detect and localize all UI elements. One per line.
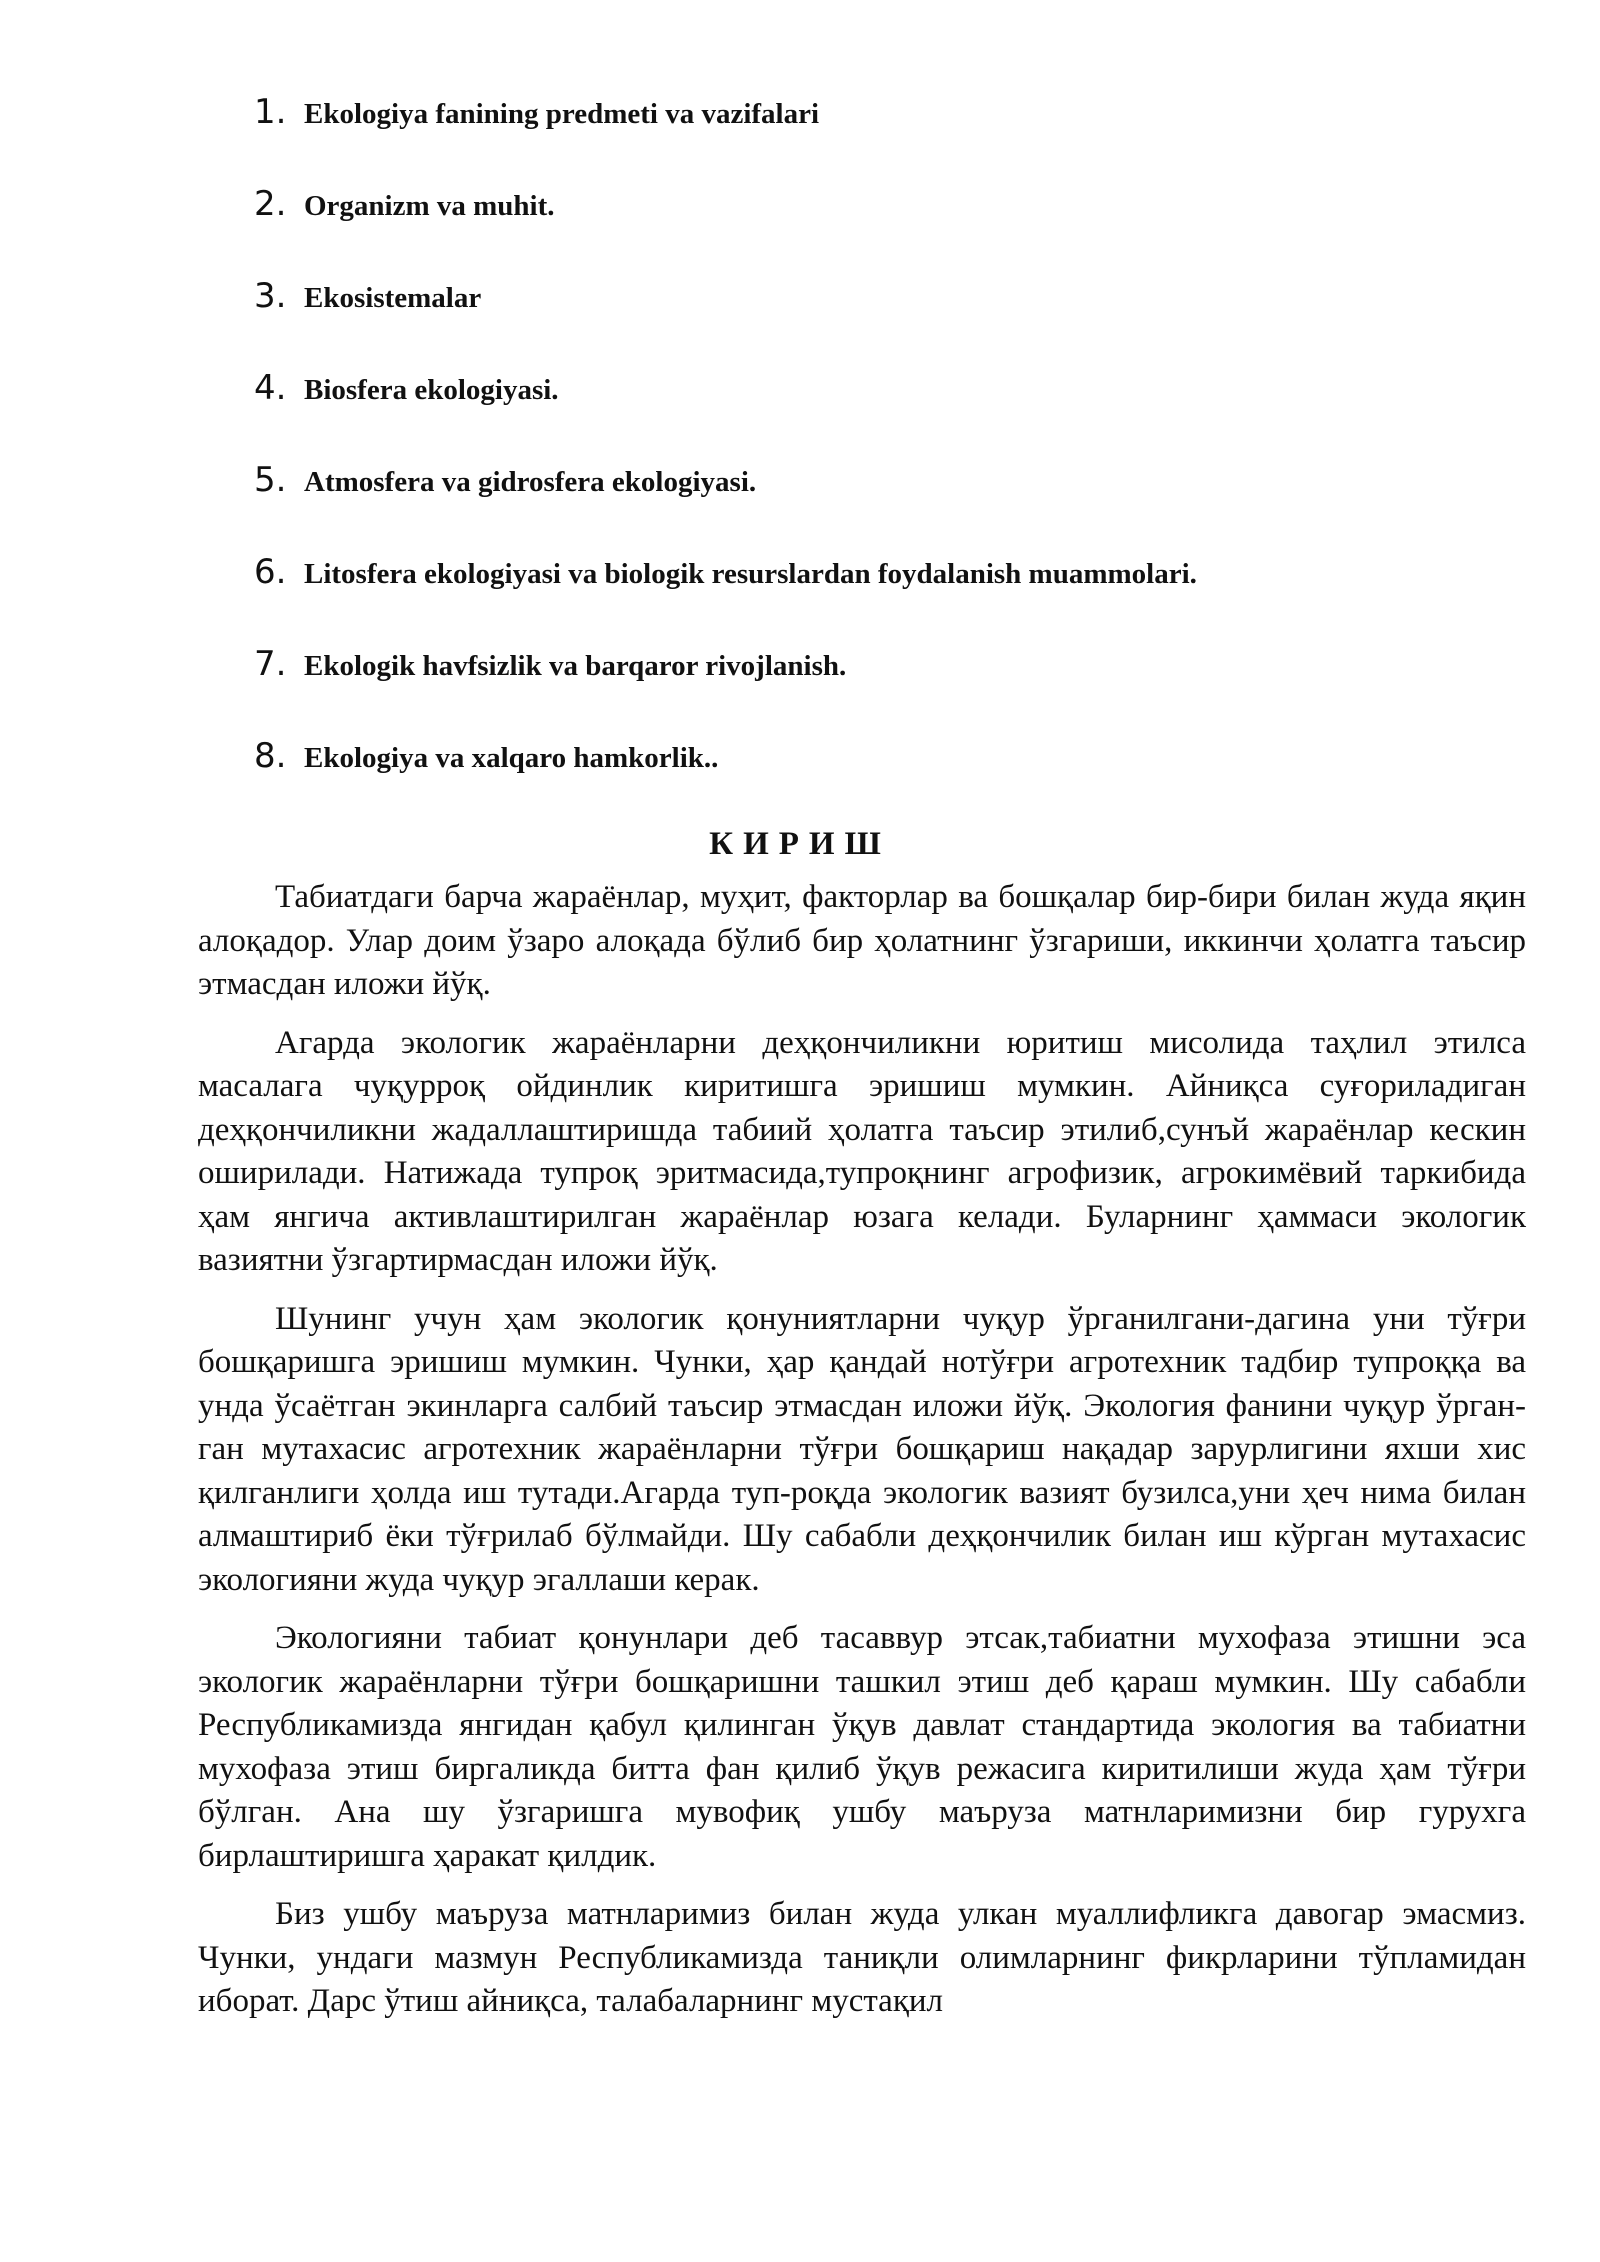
topic-number: 2. xyxy=(254,184,287,224)
topic-list-item xyxy=(254,736,1454,828)
topic-list xyxy=(254,92,1454,828)
topic-list-item xyxy=(254,460,1454,552)
topic-number: 7. xyxy=(254,644,287,684)
body-paragraph: Экологияни табиат қонунлари деб тасаввур этсак,табиатни мухофаза этишни эса экологик жараёнларни тўғри бошқаришни ташкил этиш деб қараш мумкин. Шу сабабли Республикамизда янгидан қабул қилинган ўқув давлат стандартида экология ва табиатни мухофаза этиш биргаликда битта фан қилиб ўқув режасига киритилиши жуда ҳам тўғри бўлган. Ана шу ўзгаришга мувофиқ ушбу маъруза матнларимизни бир гурухга бирлаштиришга ҳаракат қилдик. xyxy=(198,1620,1526,1874)
topic-list-item xyxy=(254,552,1454,644)
topic-number: 8. xyxy=(254,736,287,776)
topic-title: Atmosfera va gidrosfera ekologiyasi. xyxy=(304,466,757,498)
body-paragraph: Табиатдаги барча жараёнлар, муҳит, факторлар ва бошқалар бир-бири билан жуда яқин алоқадор. Улар доим ўзаро алоқада бўлиб бир ҳолатнинг ўзгариши, иккинчи ҳолатга таъсир этмасдан иложи йўқ. xyxy=(198,879,1526,1002)
body-paragraph: Агарда экологик жараёнларни деҳқончиликни юритиш мисолида таҳлил этилса масалага чуқурроқ ойдинлик киритишга эришиш мумкин. Айниқса суғориладиган деҳқончиликни жадаллаштиришда табиий ҳолатга таъсир этилиб,сунъй жараёнлар кескин оширилади. Натижада тупроқ эритмасида,тупроқнинг агрофизик, агрокимёвий таркибида ҳам янгича активлаштирилган жараёнлар юзага келади. Буларнинг ҳаммаси экологик вазиятни ўзгартирмасдан иложи йўқ. xyxy=(198,1024,1526,1278)
topic-list-item xyxy=(254,92,1454,184)
topic-title: Ekologiya va xalqaro hamkorlik.. xyxy=(304,742,719,774)
section-body xyxy=(198,876,1526,2039)
topic-list-item xyxy=(254,276,1454,368)
body-paragraph: Биз ушбу маъруза матнларимиз билан жуда улкан муаллифликга давогар эмасмиз. Чунки, ундаги мазмун Республикамизда таниқли олимларнинг фикрларини тўпламидан иборат. Дарс ўтиш айниқса, талабаларнинг мустақил xyxy=(198,1896,1526,2019)
topic-number: 6. xyxy=(254,552,287,592)
topic-list-item xyxy=(254,368,1454,460)
body-paragraph: Шунинг учун ҳам экологик қонуниятларни чуқур ўрганилгани-дагина уни тўғри бошқаришга эришиш мумкин. Чунки, ҳар қандай нотўғри агротехник тадбир тупроққа ва унда ўсаётган экинларга салбий таъсир этмасдан иложи йўқ. Экология фанини чуқур ўрган-ган мутахасис агротехник жараёнларни тўғри бошқариш нақадар зарурлигини яхши хис қилганлиги ҳолда иш тутади.Агарда туп-роқда экологик вазият бузилса,уни ҳеч нима билан алмаштириб ёки тўғрилаб бўлмайди. Шу сабабли деҳқончилик билан иш кўрган мутахасис экологияни жуда чуқур эгаллаши керак. xyxy=(198,1300,1526,1598)
topic-title: Organizm va muhit. xyxy=(304,190,555,222)
topic-number: 1. xyxy=(254,92,287,132)
topic-title: Ekosistemalar xyxy=(304,282,482,314)
section-heading: КИРИШ xyxy=(709,826,891,862)
topic-title: Litosfera ekologiyasi va biologik resurslardan foydalanish muammolari. xyxy=(304,558,1197,590)
topic-title: Biosfera ekologiyasi. xyxy=(304,374,559,406)
topic-list-item xyxy=(254,644,1454,736)
topic-title: Ekologik havfsizlik va barqaror rivojlanish. xyxy=(304,650,847,682)
topic-list-item xyxy=(254,184,1454,276)
topic-number: 3. xyxy=(254,276,287,316)
topic-title: Ekologiya fanining predmeti va vazifalari xyxy=(304,98,820,130)
topic-number: 4. xyxy=(254,368,287,408)
topic-number: 5. xyxy=(254,460,287,500)
